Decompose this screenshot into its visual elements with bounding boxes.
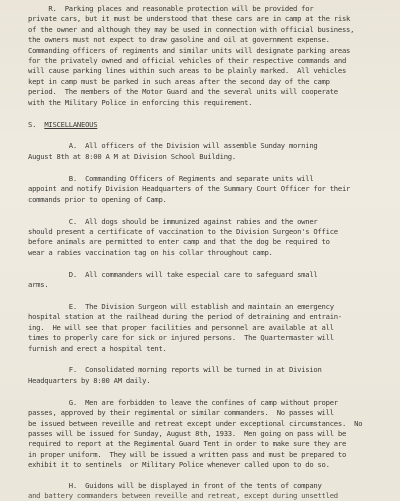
spacer <box>28 386 388 398</box>
text-line: F. Consolidated morning reports will be turned in at Division <box>28 365 322 375</box>
paragraph-a <box>28 141 388 162</box>
section-title: MISCELLANEOUS <box>44 119 98 129</box>
text-line: R. Parking places and reasonable protection will be provided for <box>28 4 314 13</box>
text-line: hospital station at the railhead during the period of detraining and entrain- <box>28 312 342 322</box>
text-line: the owners must not expect to draw gasoline and oil at government expense. <box>28 35 330 45</box>
text-line: wear a rabies vaccination tag on his collar throughout camp. <box>28 247 273 257</box>
text-line: be issued between reveille and retreat except under exceptional circumstances. No <box>28 418 363 428</box>
text-line: should present a certificate of vaccination to the Division Surgeon's Office <box>28 226 338 236</box>
text-line: commands prior to opening of Camp. <box>28 194 167 204</box>
text-line: kept in camp must be parked in such areas after the second day of the camp <box>28 76 330 86</box>
text-line: and battery commanders between reveille and retreat, except during unsettled <box>28 491 338 501</box>
text-line: of the owner and although they may be used in connection with official business, <box>28 24 355 34</box>
section-letter: S. <box>28 119 37 129</box>
spacer <box>28 471 388 481</box>
text-line: times to properly care for sick or injured persons. The Quartermaster will <box>28 333 334 343</box>
paragraph-e <box>28 302 388 354</box>
spacer <box>28 290 388 302</box>
text-line: E. The Division Surgeon will establish and maintain an emergency <box>28 301 334 311</box>
text-line: G. Men are forbidden to leave the confines of camp without proper <box>28 397 338 407</box>
text-line: required to report at the Regimental Guard Tent in order to make sure they are <box>28 439 347 449</box>
text-line: Headquarters by 8:00 AM daily. <box>28 375 151 385</box>
section-heading <box>28 120 388 130</box>
text-line: passes, approved by their regimental or similar commanders. No passes will <box>28 408 334 418</box>
text-line: H. Guidons will be displayed in front of the tents of company <box>28 480 322 490</box>
text-line: Commanding officers of regiments and similar units will designate parking areas <box>28 45 351 55</box>
text-line: for the privately owned and official vehicles of their respective commands and <box>28 56 347 66</box>
text-line: passes will be issued for Sunday, August 8th, 1933. Men going on pass will be <box>28 429 347 438</box>
text-line: will cause parking lines within such areas to be plainly marked. All vehicles <box>28 66 347 76</box>
paragraph-c <box>28 217 388 259</box>
spacer <box>28 354 388 366</box>
text-line: in proper uniform. They will be issued a written pass and must be prepared to <box>28 449 347 459</box>
paragraph-g <box>28 398 388 471</box>
text-line: exhibit it to sentinels or Military Police whenever called upon to do so. <box>28 460 330 470</box>
paragraph-r <box>28 4 388 108</box>
spacer <box>28 108 388 120</box>
spacer <box>28 130 388 142</box>
text-line: before animals are permitted to enter camp and that the dog be required to <box>28 237 330 247</box>
text-line: period. The members of the Motor Guard and the several units will cooperate <box>28 87 338 97</box>
text-line: with the Military Police in enforcing this requirement. <box>28 97 253 107</box>
text-line: private cars, but it must be understood that these cars are in camp at the risk <box>28 14 351 24</box>
text-line: D. All commanders will take especial care to safeguard small <box>28 269 318 279</box>
text-line: August 8th at 8:00 A M at Division School Building. <box>28 151 236 161</box>
spacer <box>28 162 388 174</box>
paragraph-d <box>28 270 388 291</box>
text-line: appoint and notify Division Headquarters of the Summary Court Officer for their <box>28 184 351 194</box>
text-line: ing. He will see that proper facilities and personnel are available at all <box>28 322 334 332</box>
text-line: furnish and erect a hospital tent. <box>28 343 167 353</box>
paragraph-b <box>28 174 388 205</box>
spacer <box>28 205 388 217</box>
text-line: B. Commanding Officers of Regiments and separate units will <box>28 173 314 183</box>
text-line: C. All dogs should be immunized against rabies and the owner <box>28 216 318 226</box>
text-line: A. All officers of the Division will assemble Sunday morning <box>28 141 318 151</box>
text-line: arms. <box>28 280 49 290</box>
paragraph-h <box>28 481 388 501</box>
paragraph-f <box>28 365 388 386</box>
spacer <box>28 258 388 270</box>
